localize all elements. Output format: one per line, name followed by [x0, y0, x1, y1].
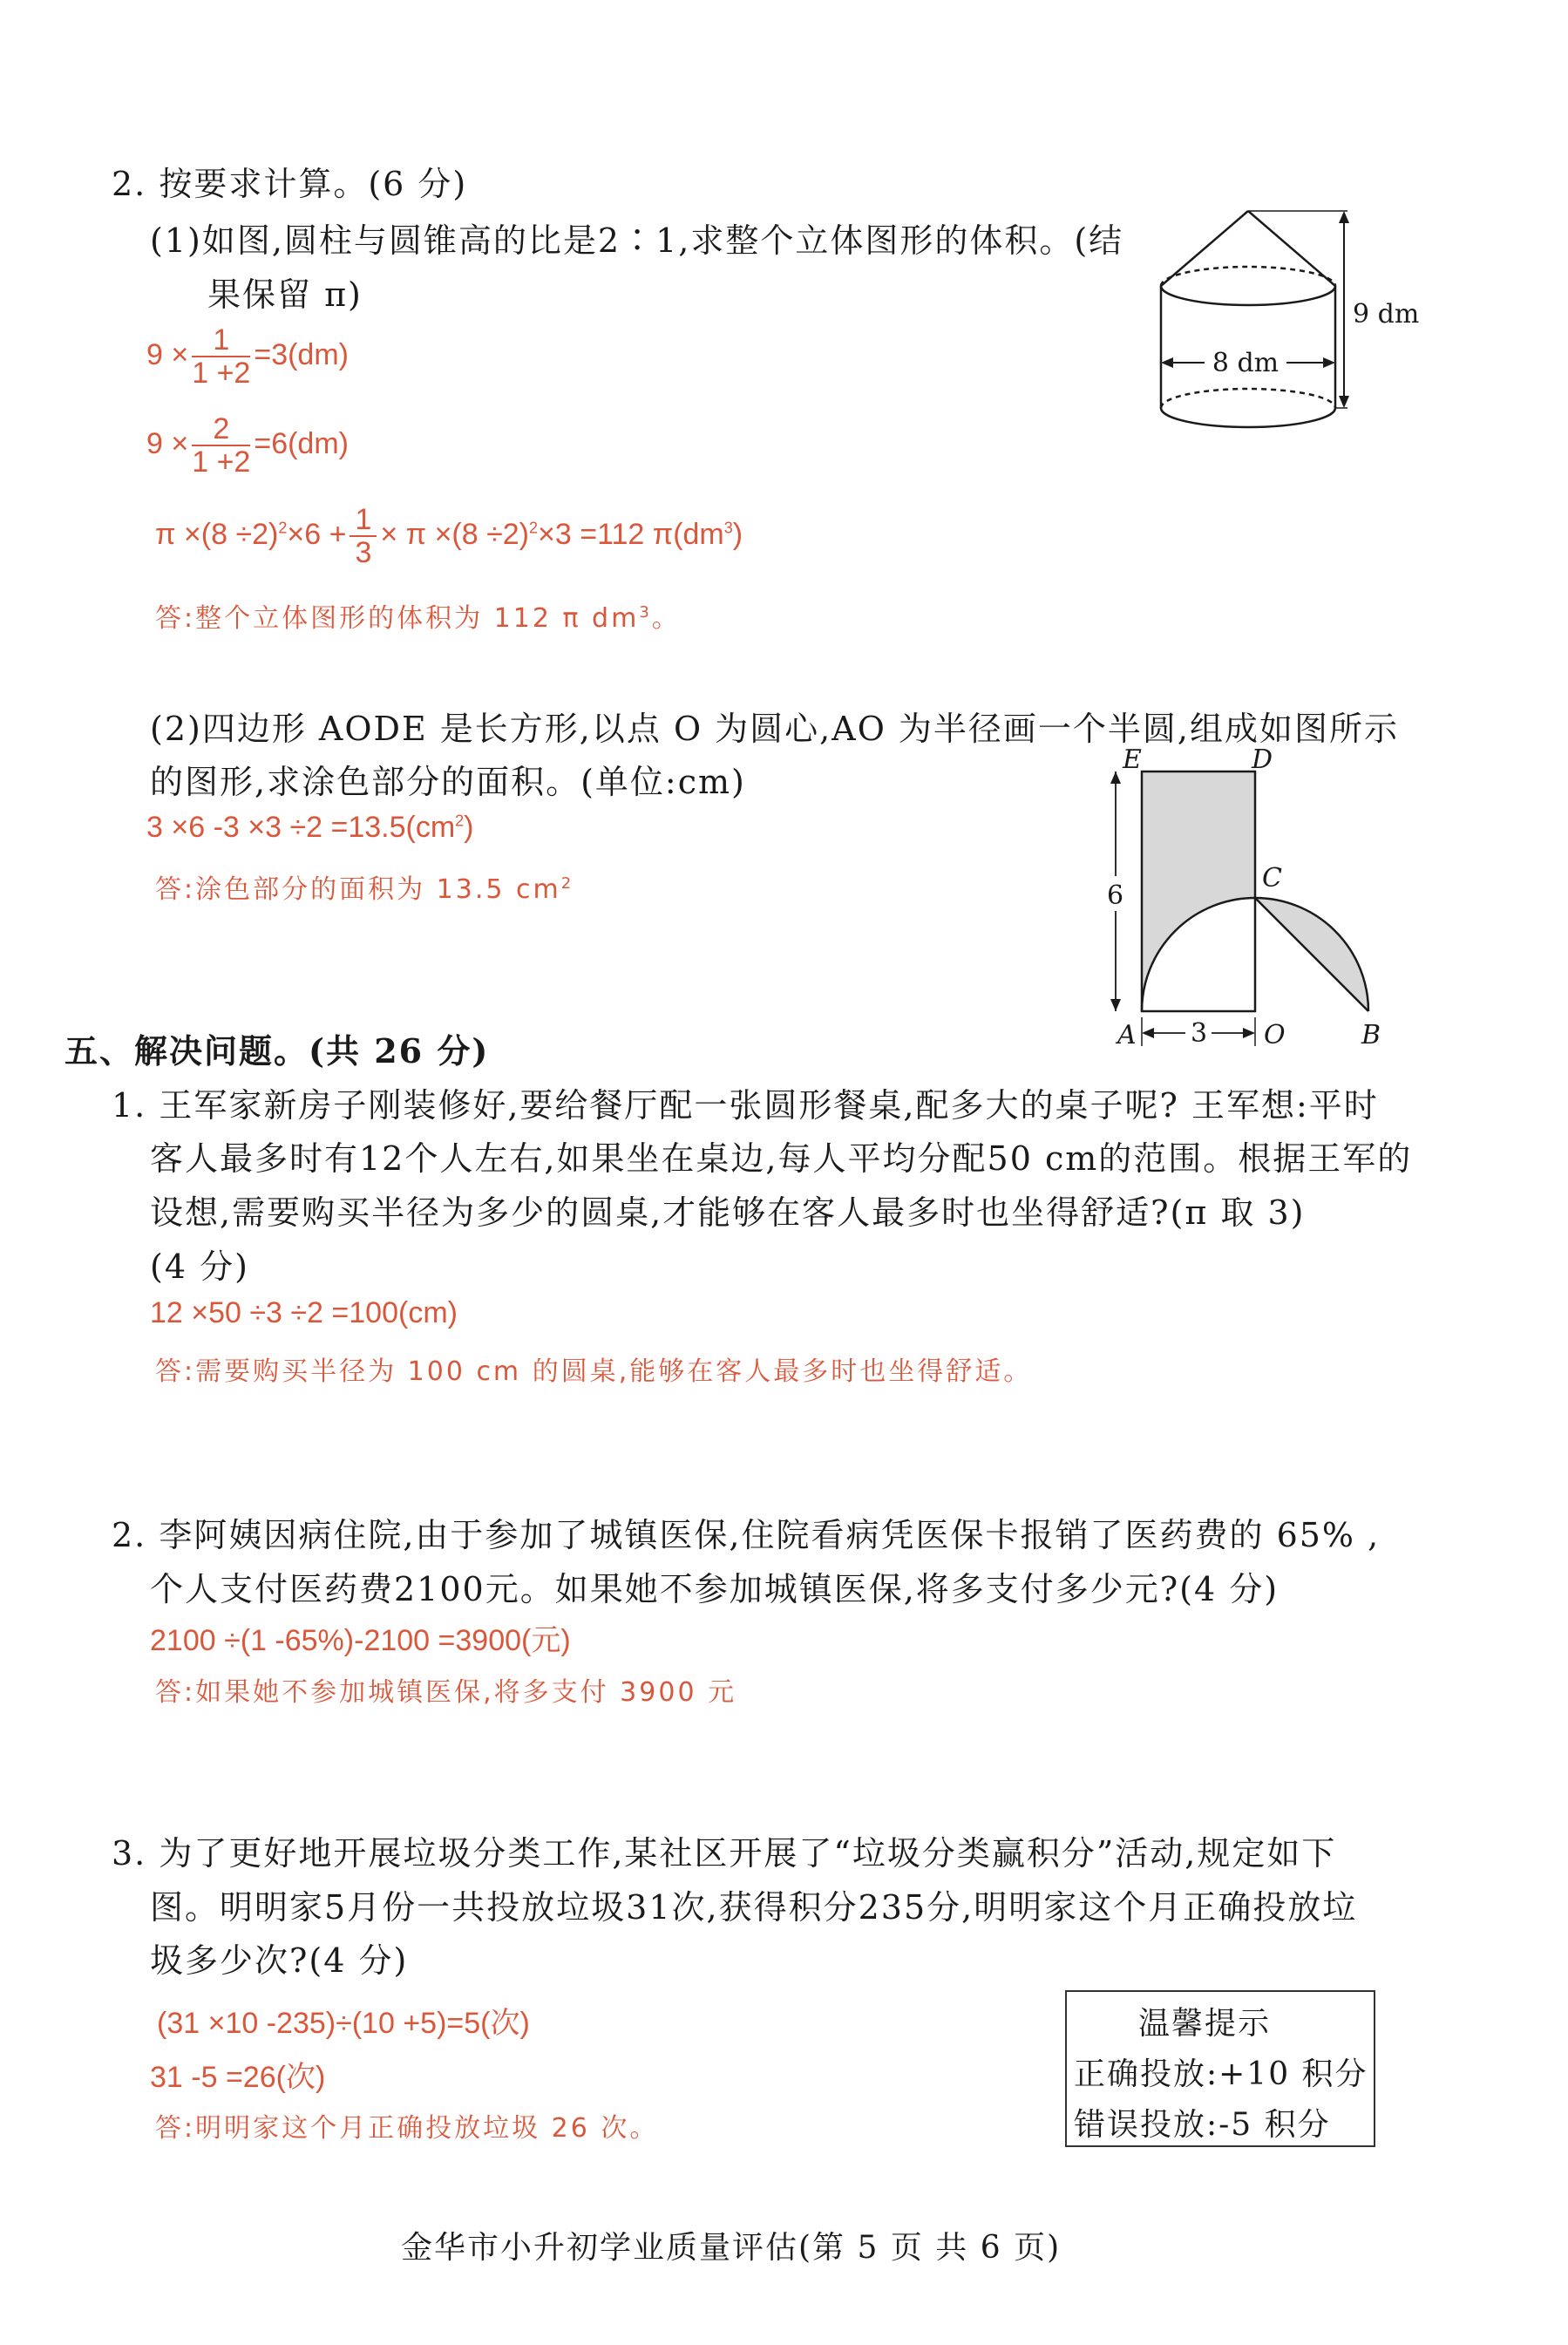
shaded-region-left	[1142, 771, 1255, 1011]
label-three: 3	[1191, 1018, 1208, 1049]
answer-1-pre: 9 ×	[146, 337, 189, 371]
answer-2-post: =6(dm)	[254, 426, 349, 460]
answer-1-denominator: 1 +2	[192, 357, 251, 390]
cylinder-cone-figure	[1151, 201, 1420, 462]
s5-q3-answer-2: 31 -5 =26(次)	[150, 2061, 326, 2094]
page-footer: 金华市小升初学业质量评估(第 5 页 共 6 页)	[401, 2230, 1062, 2266]
label-d: D	[1252, 744, 1273, 775]
hint-wrong: 错误投放:-5 积分	[1074, 2107, 1331, 2143]
cylinder-top-back	[1161, 267, 1335, 286]
answer-note-1-text: 答:整个立体图形的体积为 112 π dm	[155, 603, 640, 634]
answer-3-fraction	[350, 504, 377, 568]
three-arrowhead-right	[1243, 1028, 1255, 1038]
cylinder-bottom-back	[1161, 389, 1335, 408]
answer-note-2-text: 答:涂色部分的面积为 13.5 cm	[155, 874, 561, 905]
answer-2-denominator: 1 +2	[192, 445, 251, 479]
answer-1-post: =3(dm)	[254, 337, 349, 371]
answer-note-2-sup: 2	[560, 874, 574, 893]
answer-3-pre: π ×(8 ÷2)	[155, 517, 279, 551]
s5-q2-note: 答:如果她不参加城镇医保,将多支付 3900 元	[155, 1677, 737, 1708]
s5-q3-line2: 图。明明家5月份一共投放垃圾31次,获得积分235分,明明家这个月正确投放垃	[150, 1888, 1358, 1927]
s5-q2-line1: 2. 李阿姨因病住院,由于参加了城镇医保,住院看病凭医保卡报销了医药费的 65% ,	[112, 1516, 1381, 1554]
label-o: O	[1264, 1020, 1286, 1050]
answer-4-sup: 2	[455, 812, 465, 830]
s5-q1-line2: 客人最多时有12个人左右,如果坐在桌边,每人平均分配50 cm的范围。根据王军的	[150, 1139, 1413, 1178]
answer-3-sup-b: 2	[529, 519, 539, 537]
s5-q3-answer-1: (31 ×10 -235)÷(10 +5)=5(次)	[157, 2007, 530, 2040]
label-b: B	[1361, 1020, 1381, 1050]
answer-2-numerator: 2	[192, 413, 250, 446]
answer-line-1	[146, 324, 349, 389]
answer-note-1	[155, 596, 681, 635]
s5-q3-line1: 3. 为了更好地开展垃圾分类工作,某社区开展了“垃圾分类赢积分”活动,规定如下	[112, 1834, 1337, 1873]
s5-q3-line3: 圾多少次?(4 分)	[150, 1941, 409, 1980]
answer-3-mid: ×6 +	[287, 517, 347, 551]
s5-q1-line4: (4 分)	[150, 1247, 249, 1286]
label-c: C	[1262, 863, 1282, 894]
hint-box	[1065, 1990, 1375, 2147]
label-a: A	[1117, 1020, 1137, 1050]
s5-q1-note: 答:需要购买半径为 100 cm 的圆桌,能够在客人最多时也坐得舒适。	[155, 1356, 1033, 1387]
q2-part2-line2: 的图形,求涂色部分的面积。(单位:cm)	[150, 763, 746, 801]
answer-line-3	[155, 504, 743, 568]
answer-3-end: )	[732, 517, 743, 551]
cylinder-top-front	[1161, 286, 1335, 305]
answer-note-1-end: 。	[651, 603, 681, 634]
rectangle-semicircle-figure	[1098, 745, 1395, 1059]
six-arrowhead-top	[1110, 771, 1121, 784]
answer-1-numerator: 1	[192, 324, 250, 357]
answer-3-numerator: 1	[350, 504, 377, 537]
three-arrowhead-left	[1142, 1028, 1154, 1038]
answer-note-2	[155, 867, 574, 906]
height-arrowhead-top	[1339, 211, 1349, 223]
q2-part1-line1: (1)如图,圆柱与圆锥高的比是2∶1,求整个立体图形的体积。(结	[150, 221, 1124, 260]
s5-q2-line2: 个人支付医药费2100元。如果她不参加城镇医保,将多支付多少元?(4 分)	[150, 1570, 1280, 1608]
cylinder-bottom-front	[1161, 408, 1335, 427]
answer-3-sup-c: 3	[723, 519, 733, 537]
height-label: 9 dm	[1353, 299, 1420, 330]
s5-q1-answer: 12 ×50 ÷3 ÷2 =100(cm)	[150, 1296, 458, 1329]
q2-part2-line1: (2)四边形 AODE 是长方形,以点 O 为圆心,AO 为半径画一个半圆,组成如图所示	[150, 710, 1400, 748]
q2-title: 2. 按要求计算。(6 分)	[112, 165, 468, 203]
answer-line-4	[146, 811, 474, 845]
answer-4-end: )	[464, 811, 474, 844]
section5-title: 五、解决问题。(共 26 分)	[64, 1031, 490, 1071]
s5-q1-line1: 1. 王军家新房子刚装修好,要给餐厅配一张圆形餐桌,配多大的桌子呢? 王军想:平时	[112, 1086, 1379, 1125]
answer-3-tail: ×3 =112 π(dm	[538, 517, 724, 551]
label-six: 6	[1107, 880, 1124, 911]
s5-q2-answer: 2100 ÷(1 -65%)-2100 =3900(元)	[150, 1624, 571, 1657]
answer-4-text: 3 ×6 -3 ×3 ÷2 =13.5(cm	[146, 811, 456, 844]
answer-2-fraction	[192, 413, 250, 478]
answer-2-pre: 9 ×	[146, 426, 189, 460]
six-arrowhead-bottom	[1110, 999, 1121, 1011]
hint-title: 温馨提示	[1138, 2006, 1272, 2042]
diameter-arrowhead-left	[1161, 357, 1173, 368]
hint-correct: 正确投放:+10 积分	[1074, 2056, 1368, 2092]
diameter-label: 8 dm	[1212, 348, 1280, 378]
label-e: E	[1123, 744, 1142, 775]
answer-1-fraction	[192, 324, 250, 389]
diameter-arrowhead-right	[1323, 357, 1335, 368]
answer-note-1-sup: 3	[639, 603, 652, 622]
answer-3-post: × π ×(8 ÷2)	[380, 517, 529, 551]
s5-q3-note: 答:明明家这个月正确投放垃圾 26 次。	[155, 2113, 659, 2144]
height-arrowhead-bottom	[1339, 396, 1349, 408]
cone-left-edge	[1161, 211, 1248, 286]
answer-3-denominator: 3	[355, 536, 372, 569]
answer-3-sup-a: 2	[278, 519, 288, 537]
answer-line-2	[146, 413, 349, 478]
s5-q1-line3: 设想,需要购买半径为多少的圆桌,才能够在客人最多时也坐得舒适?(π 取 3)	[150, 1193, 1306, 1232]
q2-part1-line2: 果保留 π)	[207, 275, 363, 314]
